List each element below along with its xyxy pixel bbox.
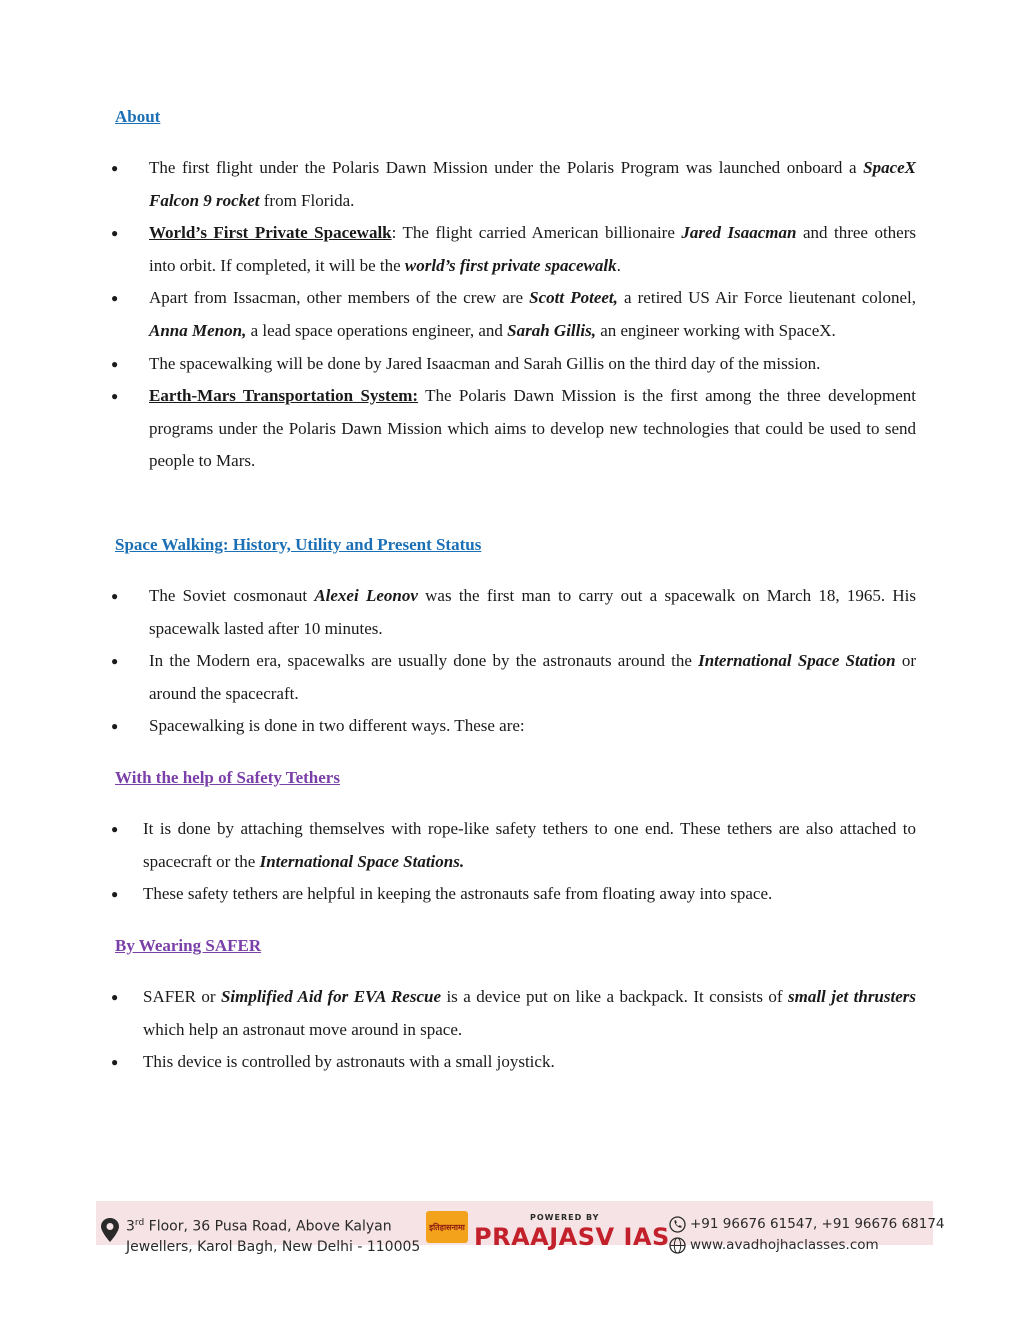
powered-by-label: POWERED BY bbox=[530, 1213, 600, 1222]
list-item bbox=[108, 981, 916, 1046]
bullet-marker: ● bbox=[111, 161, 119, 175]
emphasis-text: Alexei Leonov bbox=[314, 586, 418, 605]
list-item bbox=[108, 217, 916, 282]
list-item bbox=[108, 282, 916, 347]
emphasis-text: Simplified Aid for EVA Rescue bbox=[220, 987, 442, 1006]
key-term: World’s First Private Spacewalk bbox=[149, 223, 392, 243]
section-heading-space-walking: Space Walking: History, Utility and Present Status bbox=[115, 535, 482, 554]
space-walking-bullet-list bbox=[108, 580, 916, 743]
body-text: SAFER or bbox=[143, 987, 221, 1006]
list-item bbox=[108, 813, 916, 878]
bullet-marker: ● bbox=[111, 887, 119, 902]
emphasis-text: International Space Station bbox=[698, 651, 896, 671]
bullet-marker: ● bbox=[111, 291, 119, 306]
bullet-marker: ● bbox=[111, 356, 119, 371]
body-text: was the first man to carry out a spacewalk on March 18, 1965. His spacewalk lasted after 10 minutes. bbox=[149, 586, 917, 638]
bullet-marker: ● bbox=[111, 990, 119, 1004]
section-heading-safer: By Wearing SAFER bbox=[115, 936, 262, 955]
body-text: These safety tethers are helpful in keeping the astronauts safe from floating away into space. bbox=[143, 884, 773, 904]
brand-name: PRAAJASV IAS bbox=[474, 1223, 670, 1251]
body-text: In the Modern era, spacewalks are usually done by the astronauts around the bbox=[149, 651, 699, 671]
list-item bbox=[108, 152, 916, 217]
body-text: Spacewalking is done in two different ways. These are: bbox=[149, 716, 525, 736]
body-text: a retired US Air Force lieutenant colonel, bbox=[617, 288, 916, 308]
bullet-marker: ● bbox=[111, 226, 119, 241]
key-term: Earth-Mars Transportation System: bbox=[149, 386, 419, 406]
section-heading-about: About bbox=[115, 107, 161, 126]
itihasnama-logo: इतिहासनामा bbox=[426, 1211, 468, 1243]
list-item bbox=[108, 878, 916, 911]
body-text: : The flight carried American billionaire bbox=[391, 223, 682, 243]
list-item bbox=[108, 348, 916, 381]
emphasis-text: Sarah Gillis, bbox=[507, 320, 596, 340]
footer-phone: +91 96676 61547, +91 96676 68174 bbox=[690, 1216, 945, 1232]
list-item bbox=[108, 710, 916, 743]
footer-address: 3rd Floor, 36 Pusa Road, Above Kalyan Jewellers, Karol Bagh, New Delhi - 110005 bbox=[126, 1218, 421, 1255]
list-item bbox=[108, 1046, 916, 1079]
bullet-marker: ● bbox=[111, 719, 119, 734]
body-text: The first flight under the Polaris Dawn Mission under the Polaris Program was launched onboard a bbox=[149, 158, 864, 177]
body-text: The Soviet cosmonaut bbox=[149, 586, 315, 605]
emphasis-text: Anna Menon, bbox=[149, 320, 247, 340]
emphasis-text: Scott Poteet, bbox=[529, 288, 618, 308]
emphasis-text: Jared Isaacman bbox=[681, 223, 797, 243]
body-text: and three others into orbit. If completed, it will be the bbox=[149, 223, 916, 275]
body-text: an engineer working with SpaceX. bbox=[595, 320, 836, 340]
body-text: or around the spacecraft. bbox=[149, 651, 916, 703]
about-bullet-list bbox=[108, 152, 916, 478]
list-item bbox=[108, 580, 916, 645]
body-text: from Florida. bbox=[259, 190, 355, 210]
emphasis-text: International Space Stations. bbox=[259, 851, 465, 871]
bullet-marker: ● bbox=[111, 654, 119, 669]
bullet-marker: ● bbox=[111, 822, 119, 836]
body-text: which help an astronaut move around in space. bbox=[143, 1019, 463, 1039]
body-text: This device is controlled by astronauts with a small joystick. bbox=[143, 1052, 555, 1072]
body-text: The Polaris Dawn Mission is the first among the three development programs under the Polaris Dawn Mission which aims to develop new technologies that could be used to send people to Mars. bbox=[149, 386, 916, 471]
body-text: The spacewalking will be done by Jared Isaacman and Sarah Gillis on the third day of the mission. bbox=[149, 353, 821, 373]
bullet-marker: ● bbox=[111, 1055, 119, 1070]
globe-icon bbox=[669, 1237, 686, 1254]
safer-bullet-list bbox=[108, 981, 916, 1079]
phone-icon bbox=[669, 1216, 686, 1233]
location-pin-icon bbox=[100, 1217, 120, 1243]
section-heading-safety-tethers: With the help of Safety Tethers bbox=[115, 768, 340, 787]
list-item bbox=[108, 380, 916, 478]
body-text: It is done by attaching themselves with rope-like safety tethers to one end. These tethers are also attached to spacecraft or the bbox=[143, 819, 916, 871]
emphasis-text: small jet thrusters bbox=[788, 987, 916, 1006]
emphasis-text: world’s first private spacewalk bbox=[404, 255, 617, 275]
body-text: is a device put on like a backpack. It consists of bbox=[441, 987, 788, 1006]
list-item bbox=[108, 645, 916, 710]
emphasis-text: SpaceX Falcon 9 rocket bbox=[149, 158, 916, 210]
footer-website[interactable]: www.avadhojhaclasses.com bbox=[690, 1237, 879, 1253]
bullet-marker: ● bbox=[111, 389, 119, 404]
safety-tethers-bullet-list bbox=[108, 813, 916, 911]
body-text: a lead space operations engineer, and bbox=[246, 320, 508, 340]
body-text: . bbox=[616, 255, 621, 275]
body-text: Apart from Issacman, other members of the crew are bbox=[149, 288, 530, 308]
footer-banner bbox=[96, 1201, 945, 1255]
bullet-marker: ● bbox=[111, 589, 119, 603]
